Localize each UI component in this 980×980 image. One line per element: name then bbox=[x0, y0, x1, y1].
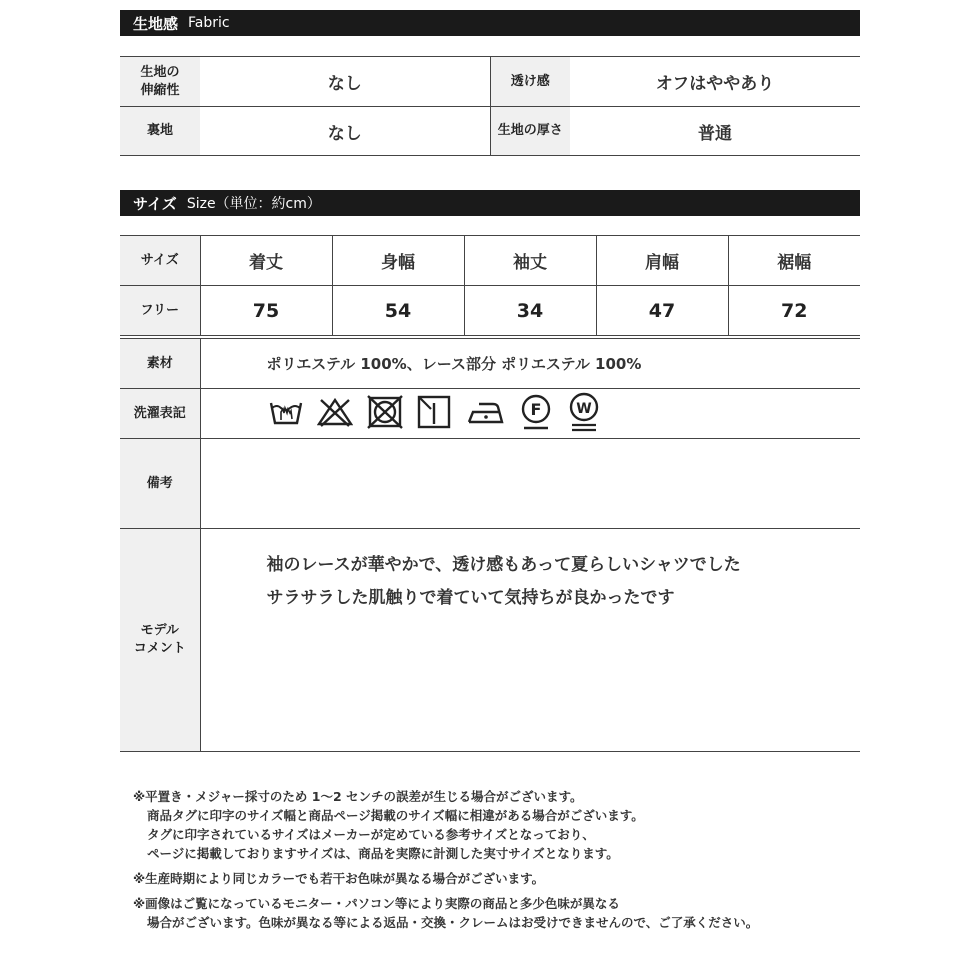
comment-value bbox=[200, 529, 860, 752]
wet-clean-w-icon bbox=[567, 392, 601, 436]
care-icons bbox=[200, 389, 860, 439]
svg-text:F: F bbox=[530, 399, 541, 419]
comment-line: 袖のレースが華やかで、透け感もあって夏らしいシャツでした bbox=[266, 555, 741, 575]
note-line: 商品タグに印字のサイズ幅と商品ページ掲載のサイズ幅に相違がある場合がございます。 bbox=[147, 808, 644, 823]
hand-wash-icon bbox=[269, 397, 303, 431]
size-title-en: Size（単位：約cm） bbox=[186, 196, 321, 212]
value-shoulder: 47 bbox=[596, 286, 728, 336]
size-row-label: フリー bbox=[120, 286, 200, 336]
svg-text:W: W bbox=[575, 400, 592, 417]
note-line: ※生産時期により同じカラーでも若干お色味が異なる場合がございます。 bbox=[133, 871, 545, 886]
size-header-label: サイズ bbox=[120, 236, 200, 286]
table-row bbox=[120, 389, 860, 439]
lining-label: 裏地 bbox=[120, 107, 200, 156]
fabric-title: 生地感 bbox=[133, 14, 179, 33]
size-table bbox=[120, 235, 860, 336]
value-hem: 72 bbox=[728, 286, 860, 336]
thickness-label: 生地の厚さ bbox=[490, 107, 570, 156]
note-line: ※平置き・メジャー採寸のため 1〜2 センチの誤差が生じる場合がございます。 bbox=[133, 789, 583, 804]
no-tumble-dry-icon bbox=[367, 395, 403, 433]
no-bleach-icon bbox=[317, 397, 353, 431]
dry-clean-f-icon bbox=[519, 393, 553, 435]
fabric-section-header bbox=[120, 10, 860, 36]
value-sleeve: 34 bbox=[464, 286, 596, 336]
notes bbox=[133, 787, 758, 932]
size-title: サイズ bbox=[133, 194, 177, 213]
table-row bbox=[120, 439, 860, 529]
thickness-value: 普通 bbox=[570, 107, 860, 156]
table-row bbox=[120, 339, 860, 389]
table-row bbox=[120, 57, 860, 107]
value-length: 75 bbox=[200, 286, 332, 336]
note-line: ページに掲載しておりますサイズは、商品を実際に計測した実寸サイズとなります。 bbox=[147, 846, 619, 861]
fabric-table bbox=[120, 56, 860, 156]
care-label: 洗濯表記 bbox=[120, 389, 200, 439]
table-header-row bbox=[120, 236, 860, 286]
header-length: 着丈 bbox=[200, 236, 332, 286]
note-line: 場合がございます。色味が異なる等による返品・交換・クレームはお受けできませんので、ご了承ください。 bbox=[147, 915, 759, 930]
details-table bbox=[120, 338, 860, 752]
sheerness-value: オフはややあり bbox=[655, 74, 775, 94]
remarks-label: 備考 bbox=[120, 439, 200, 529]
table-row bbox=[120, 107, 860, 156]
remarks-value bbox=[200, 439, 860, 529]
header-shoulder: 肩幅 bbox=[596, 236, 728, 286]
lining-value: なし bbox=[200, 107, 490, 156]
stretch-label: 生地の 伸縮性 bbox=[120, 57, 200, 107]
header-hem: 裾幅 bbox=[728, 236, 860, 286]
note-line: ※画像はご覧になっているモニター・パソコン等により実際の商品と多少色味が異なる bbox=[133, 896, 620, 911]
line-dry-shade-icon bbox=[417, 395, 451, 433]
note-line: タグに印字されているサイズはメーカーが定めている参考サイズとなっており、 bbox=[147, 827, 595, 842]
table-row bbox=[120, 529, 860, 752]
stretch-value: なし bbox=[327, 74, 362, 94]
comment-line: サラサラした肌触りで着ていて気持ちが良かったです bbox=[266, 588, 675, 608]
size-section-header bbox=[120, 190, 860, 216]
header-width: 身幅 bbox=[332, 236, 464, 286]
table-row bbox=[120, 286, 860, 336]
sheerness-label: 透け感 bbox=[490, 57, 570, 107]
header-sleeve: 袖丈 bbox=[464, 236, 596, 286]
fabric-title-en: Fabric bbox=[188, 15, 230, 31]
comment-label: モデル コメント bbox=[120, 529, 200, 752]
iron-low-icon bbox=[465, 398, 505, 430]
material-value: ポリエステル 100%、レース部分 ポリエステル 100% bbox=[266, 355, 642, 373]
material-label: 素材 bbox=[120, 339, 200, 389]
value-width: 54 bbox=[332, 286, 464, 336]
